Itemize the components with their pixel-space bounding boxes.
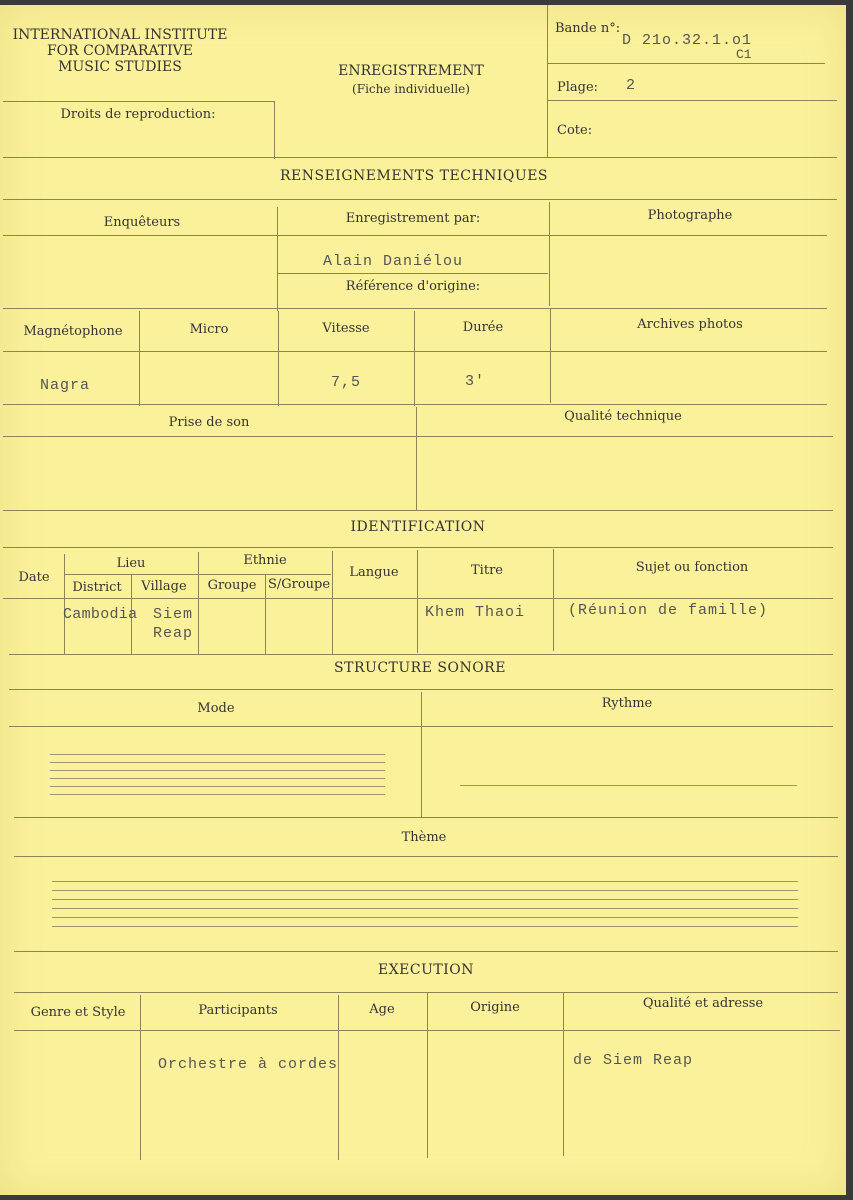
photo-archive-label: Archives photos <box>637 317 743 332</box>
ident-col-language <box>332 551 333 654</box>
subgroup-label: S/Groupe <box>267 577 331 592</box>
recorded-by-underline <box>278 273 548 274</box>
exec-col-1 <box>140 995 141 1160</box>
theme-label: Thème <box>401 830 447 845</box>
mic-label: Micro <box>189 322 229 337</box>
photographer-label: Photographe <box>647 208 733 223</box>
theme-header-line <box>14 856 838 857</box>
tech-col-1 <box>139 311 140 406</box>
institute-line-3: MUSIC STUDIES <box>58 59 182 75</box>
ident-col-subgroup <box>265 574 266 655</box>
track-line <box>547 100 837 101</box>
district-label: District <box>72 580 122 595</box>
age-label: Age <box>369 1002 395 1017</box>
recording-card <box>0 5 846 1195</box>
ident-col-title <box>417 550 418 653</box>
quality-label: Qualité et adresse <box>642 996 764 1011</box>
identification-bottom-line <box>9 654 833 655</box>
ethnic-label: Ethnie <box>243 553 287 568</box>
rights-box-top <box>3 101 275 102</box>
technical-section-title: RENSEIGNEMENTS TECHNIQUES <box>279 168 549 184</box>
duration-value: 3' <box>465 373 486 390</box>
rhythm-line <box>460 785 797 786</box>
district-value: Cambodia <box>63 606 138 623</box>
tape-line <box>547 63 825 64</box>
exec-col-4 <box>563 993 564 1156</box>
recorded-by-label: Enregistrement par: <box>345 211 481 226</box>
ident-col-ethnie <box>198 552 199 655</box>
identification-section-title: IDENTIFICATION <box>350 519 486 535</box>
genre-label: Genre et Style <box>30 1005 126 1020</box>
header-bottom-line <box>3 157 837 158</box>
execution-section-title: EXECUTION <box>377 962 475 978</box>
execution-row-line <box>14 1030 840 1031</box>
tech-row1-line <box>3 235 827 236</box>
ident-col-date <box>64 554 65 655</box>
speed-label: Vitesse <box>322 321 370 336</box>
sound-quality-divider <box>416 407 417 510</box>
village-label: Village <box>141 579 187 594</box>
header-right-divider <box>547 5 548 157</box>
tech-row3-line <box>3 351 827 352</box>
origin-label: Origine <box>470 1000 520 1015</box>
tape-label: Bande n°: <box>555 21 621 36</box>
structure-section-title: STRUCTURE SONORE <box>334 660 506 676</box>
institute-line-1: INTERNATIONAL INSTITUTE <box>12 27 228 43</box>
tech-row5-line <box>3 436 833 437</box>
quality-value: de Siem Reap <box>573 1052 694 1069</box>
participants-value: Orchestre à cordes <box>158 1056 339 1073</box>
subject-label: Sujet ou fonction <box>635 560 749 575</box>
speed-value: 7,5 <box>331 374 362 391</box>
mode-label: Mode <box>197 701 235 716</box>
tech-col-4 <box>550 308 551 403</box>
rights-label: Droits de reproduction: <box>60 107 216 122</box>
technical-bottom-line <box>3 510 833 511</box>
tech-row2-line <box>3 308 827 309</box>
subject-value: (Réunion de famille) <box>568 602 769 619</box>
village-value-line-1: Siem <box>153 606 194 623</box>
tech-row4-line <box>3 404 827 405</box>
group-label: Groupe <box>207 578 257 593</box>
mode-rhythm-line <box>9 726 833 727</box>
language-label: Langue <box>349 565 399 580</box>
shelf-label: Cote: <box>557 123 593 138</box>
recorder-value: Nagra <box>40 377 91 394</box>
mode-rhythm-divider <box>421 692 422 818</box>
duration-label: Durée <box>462 320 504 335</box>
tech-col-3 <box>414 311 415 406</box>
institute-line-2: FOR COMPARATIVE <box>46 43 194 59</box>
title-label: Titre <box>471 563 503 578</box>
recorder-label: Magnétophone <box>23 324 123 339</box>
rhythm-label: Rythme <box>601 696 653 711</box>
origin-ref-label: Référence d'origine: <box>345 279 481 294</box>
ident-col-subject <box>553 549 554 651</box>
title-value: Khem Thaoi <box>425 604 526 621</box>
form-subtitle: (Fiche individuelle) <box>352 82 470 96</box>
tech-quality-label: Qualité technique <box>564 409 682 424</box>
tech-col-b <box>549 202 550 306</box>
tape-value: D 21o.32.1.o1 <box>622 32 753 49</box>
institute-name <box>0 27 240 75</box>
track-label: Plage: <box>557 80 599 95</box>
track-value: 2 <box>626 77 637 94</box>
form-title: ENREGISTREMENT <box>338 63 484 79</box>
tape-value-2: C1 <box>736 47 752 62</box>
participants-label: Participants <box>198 1003 278 1018</box>
investigators-label: Enquêteurs <box>103 215 181 230</box>
structure-header-line <box>9 689 833 690</box>
execution-header-line <box>14 992 838 993</box>
tech-col-a <box>277 207 278 311</box>
village-value-line-2: Reap <box>153 625 194 642</box>
structure-bottom-line <box>14 817 838 818</box>
rights-box-right <box>274 101 275 159</box>
tech-col-2 <box>278 311 279 406</box>
exec-col-3 <box>427 993 428 1158</box>
ident-header-line <box>3 547 833 548</box>
tech-header-line <box>3 199 837 200</box>
exec-col-2 <box>338 995 339 1160</box>
place-label: Lieu <box>116 556 146 571</box>
recorded-by-value: Alain Daniélou <box>322 253 464 270</box>
theme-bottom-line <box>14 951 838 952</box>
ident-row1-line <box>3 598 833 599</box>
sound-take-label: Prise de son <box>168 415 250 430</box>
date-label: Date <box>18 570 50 585</box>
